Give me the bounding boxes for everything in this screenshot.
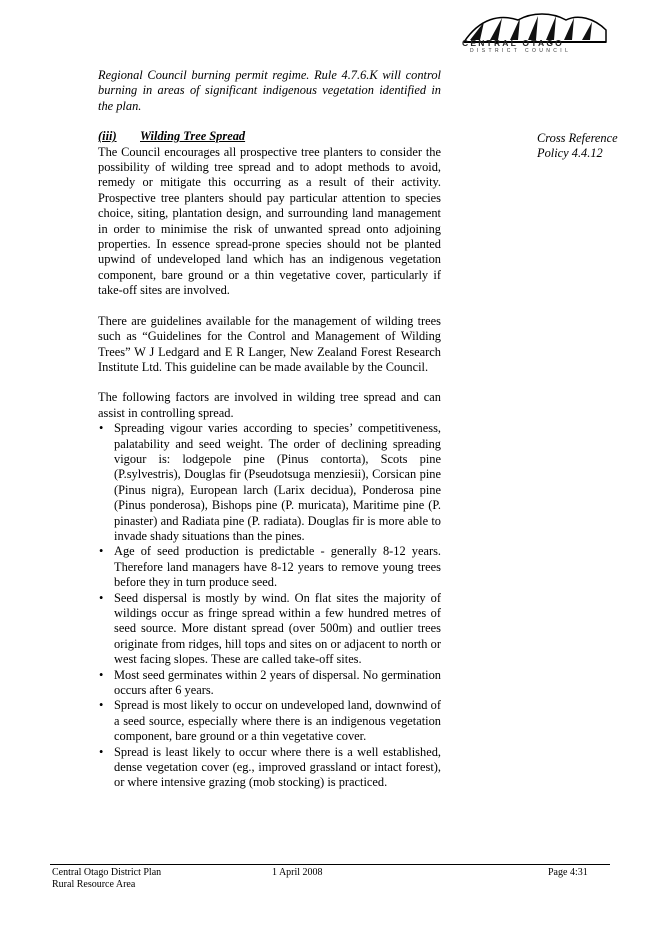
list-item: • Spreading vigour varies according to species’ competitiveness, palatability and seed weight. The order of declining spreading vigour is: lodgepole pine (Pinus contorta), Scots pine (P.sylvestris), Douglas fir (Pseudotsuga menziesii), Corsican pine (Pinus nigra), European larch (Larix decidua), Ponderosa pine (Pinus ponderosa), Bishops pine (P. muricata), Maritime pine (P. pinaster) and Radiata pine (P. radiata). Douglas fir is more able to invade shady situations than the pines.	[99, 421, 441, 543]
list-item: • Spread is least likely to occur where there is a well established, dense vegetation cover (eg., improved grassland or intact forest), or where intensive grazing (mob stocking) is practiced.	[99, 744, 441, 790]
bullet-icon: •	[99, 544, 104, 559]
cross-reference	[537, 131, 618, 162]
factors-list	[98, 421, 441, 791]
paragraph-guidelines: There are guidelines available for the management of wilding trees such as “Guidelines for the Control and Management of Wilding Trees” W J Ledgard and E R Langer, New Zealand Forest Research Institute Ltd. This guideline can be made available by the Council.	[98, 313, 441, 374]
bullet-icon: •	[99, 421, 104, 436]
logo-subtitle: DISTRICT COUNCIL	[470, 48, 572, 54]
footer-divider	[50, 864, 610, 865]
bullet-icon: •	[99, 744, 104, 759]
list-item: • Age of seed production is predictable - generally 8-12 years. Therefore land managers have 8-12 years to remove young trees before they in turn produce seed.	[99, 544, 441, 590]
bullet-icon: •	[99, 698, 104, 713]
cross-reference-policy: Policy 4.4.12	[537, 146, 603, 161]
list-item: • Spread is most likely to occur on undeveloped land, downwind of a seed source, especially where there is an indigenous vegetation component, bare ground or a thin vegetative cover.	[99, 698, 441, 744]
bullet-icon: •	[99, 667, 104, 682]
section-heading	[98, 129, 441, 144]
intro-paragraph: Regional Council burning permit regime. Rule 4.7.6.K will control burning in areas of significant indigenous vegetation identified in the plan.	[98, 68, 441, 113]
section-title: Wilding Tree Spread	[140, 129, 246, 144]
list-item: • Seed dispersal is mostly by wind. On flat sites the majority of wildings occur as fringe spread within a few hundred metres of seed source. More distant spread (over 500m) and outlier trees originate from ridges, hill tops and sites on or adjacent to north or west facing slopes. These are called take-off sites.	[99, 590, 441, 667]
paragraph-encouragement: The Council encourages all prospective tree planters to consider the possibility of wilding tree spread and to adopt methods to avoid, remedy or mitigate this occurring as a result of their activity. Prospective tree planters should pay particular attention to species choice, siting, plantation design, and surrounding land management in order to minimise the risk of unwanted spread onto adjoining properties. In essence spread-prone species should not be planted upwind of undeveloped land which has an indigenous vegetation component, bare ground or a thin vegetative cover, particularly if take-off sites are involved.	[98, 144, 441, 298]
paragraph-factors-intro: The following factors are involved in wilding tree spread and can assist in controlling spread.	[98, 390, 441, 420]
bullet-icon: •	[99, 590, 104, 605]
main-content	[98, 68, 441, 791]
footer-plan-name: Central Otago District Plan	[52, 867, 162, 878]
logo-name: CENTRAL OTAGO	[462, 38, 564, 48]
cross-reference-label: Cross Reference	[537, 131, 618, 145]
list-item: • Most seed germinates within 2 years of dispersal. No germination occurs after 6 years.	[99, 667, 441, 698]
footer-page-number: Page 4:31	[548, 867, 588, 878]
footer-date: 1 April 2008	[272, 867, 323, 878]
section-number: (iii)	[98, 129, 117, 144]
footer-area-name: Rural Resource Area	[52, 879, 136, 890]
